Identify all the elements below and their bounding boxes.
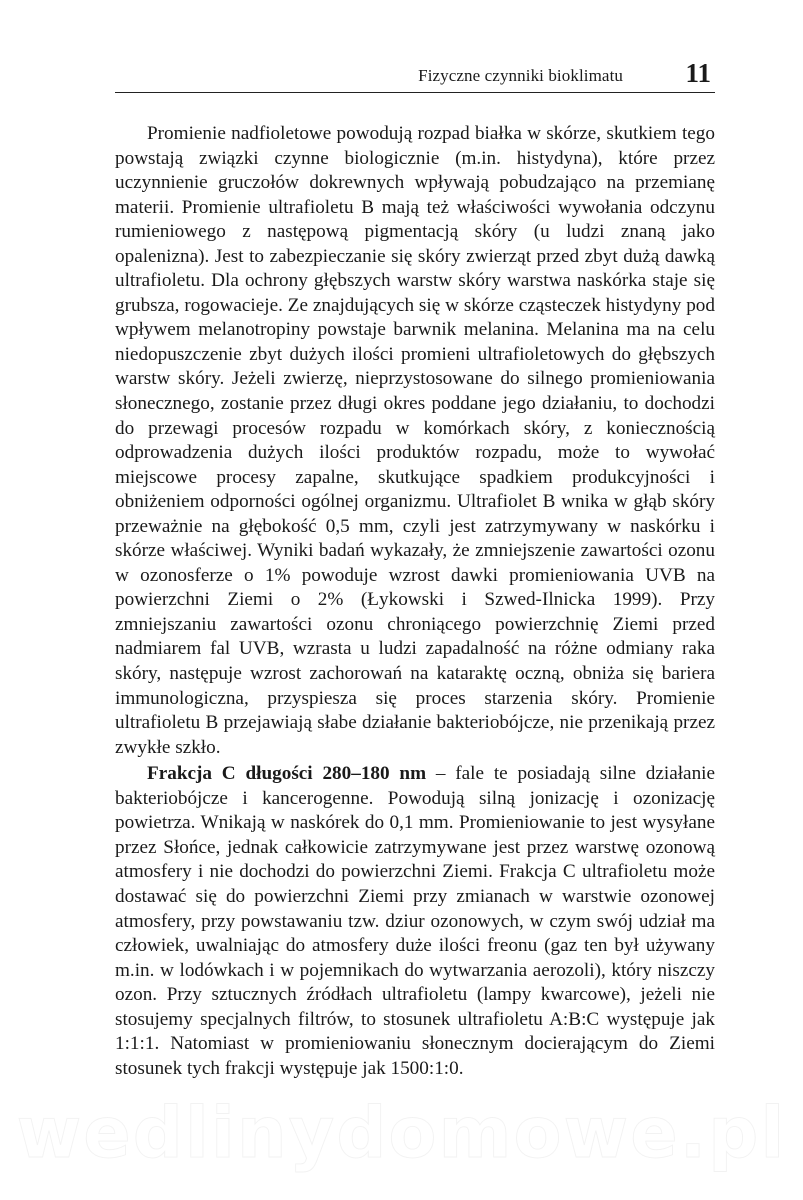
watermark: wedlinydomowe.pl bbox=[16, 1092, 787, 1174]
body-text bbox=[115, 122, 715, 1081]
page-header bbox=[115, 58, 715, 93]
paragraph-2 bbox=[115, 762, 715, 1081]
running-title: Fizyczne czynniki bioklimatu bbox=[418, 66, 623, 85]
paragraph-1: Promienie nadfioletowe powodują rozpad białka w skórze, skutkiem tego powstają związki czynne biologicznie (m.in. histydyna), które przez uczynnienie gruczołów dokrewnych wpływają pobudzająco na przemianę materii. Promienie ultrafioletu B mają też właściwości wywołania odczynu rumieniowego z następową pigmentacją skóry (u ludzi znaną jako opalenizna). Jest to zabezpieczanie się skóry zwierząt przed zbyt dużą dawką ultrafioletu. Dla ochrony głębszych warstw skóry warstwa naskórka staje się grubsza, rogowacieje. Ze znajdujących się w skórze cząsteczek histydyny pod wpływem melanotropiny powstaje barwnik melanina. Melanina ma na celu niedopuszczenie zbyt dużych ilości promieni ultrafioletowych do głębszych warstw skóry. Jeżeli zwierzę, nieprzystosowane do silnego promieniowania słonecznego, zostanie przez długi okres poddane jego działaniu, to dochodzi do przewagi procesów rozpadu w komórkach skóry, z koniecznością odprowadzenia dużych ilości produktów rozpadu, może to wywołać miejscowe procesy zapalne, skutkujące spadkiem produkcyjności i obniżeniem odporności ogólnej organizmu. Ultrafiolet B wnika w głąb skóry przeważnie na głębokość 0,5 mm, czyli jest zatrzymywany w naskórku i skórze właściwej. Wyniki badań wykazały, że zmniejszenie zawartości ozonu w ozonosferze o 1% powoduje wzrost dawki promieniowania UVB na powierzchni Ziemi o 2% (Łykowski i Szwed-Ilnicka 1999). Przy zmniejszaniu zawartości ozonu chroniącego powierzchnię Ziemi przed nadmiarem fal UVB, wzrasta u ludzi zapadalność na różne odmiany raka skóry, następuje wzrost zachorowań na kataraktę oczną, obniża się bariera immunologiczna, przyspiesza się proces starzenia skóry. Promienie ultrafioletu B przejawiają słabe działanie bakteriobójcze, nie przenikają przez zwykłe szkło. bbox=[115, 123, 715, 758]
paragraph-2-text: – fale te posiadają silne działanie bakteriobójcze i kancerogenne. Powodują silną jonizację i ozonizację powietrza. Wnikają w naskórek do 0,1 mm. Promieniowanie to jest wysyłane przez Słońce, jednak całkowicie zatrzymywane jest przez warstwę ozonową atmosfery i nie dochodzi do powierzchni Ziemi. Frakcja C ultrafioletu może dostawać się do powierzchni Ziemi przy zmianach w warstwie ozonowej atmosfery, przy powstawaniu tzw. dziur ozonowych, w czym swój udział ma człowiek, uwalniając do atmosfery duże ilości freonu (gaz ten był używany m.in. w lodówkach i w pojemnikach do wytwarzania aerozoli), który niszczy ozon. Przy sztucznych źródłach ultrafioletu (lampy kwarcowe), jeżeli nie stosujemy specjalnych filtrów, to stosunek ultrafioletu A:B:C występuje jak 1:1:1. Natomiast w promieniowaniu słonecznym docierającym do Ziemi stosunek tych frakcji występuje jak 1500:1:0. bbox=[115, 763, 716, 1079]
page-number: 11 bbox=[685, 58, 711, 88]
paragraph-2-lead: Frakcja C długości 280–180 nm bbox=[147, 763, 427, 785]
